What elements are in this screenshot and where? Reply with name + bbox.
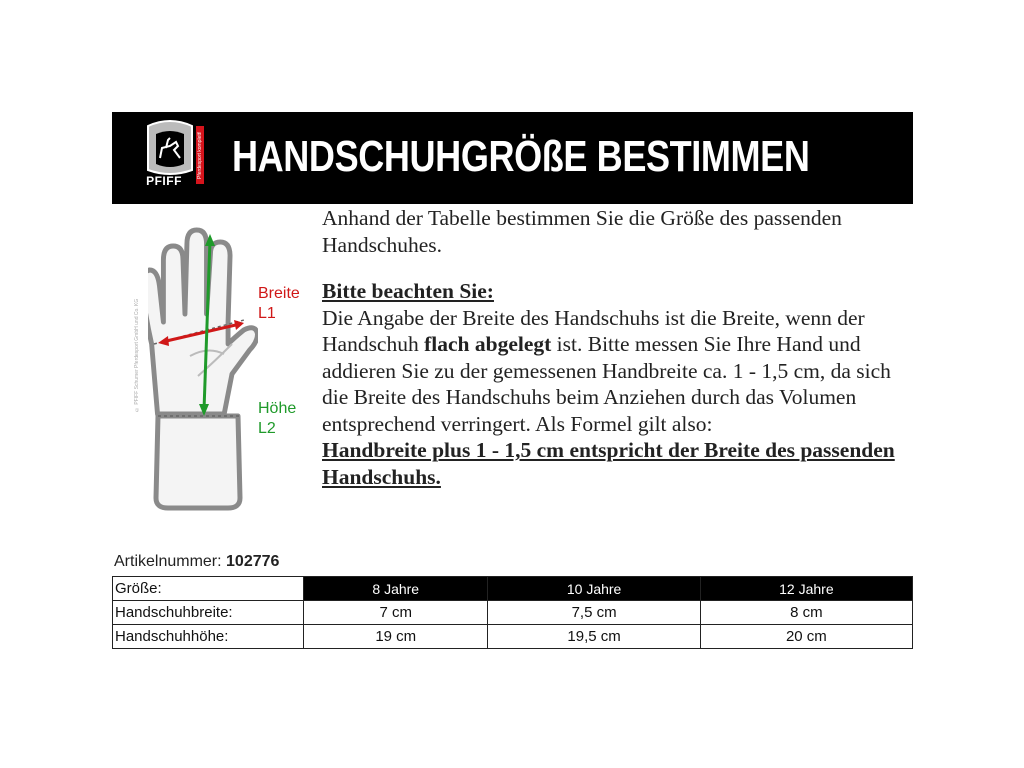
hand-outline: [148, 230, 257, 414]
article-number-label: Artikelnummer:: [114, 553, 222, 570]
table-cell: 19,5 cm: [488, 625, 700, 649]
instructions-text: [322, 205, 912, 490]
table-row: [113, 625, 913, 649]
article-number-value: 102776: [226, 553, 280, 570]
header-cell: 8 Jahre: [304, 577, 488, 601]
note-body-part1: Die Angabe der Breite des Handschuhs ist die Breite, wenn der Handschuh: [322, 305, 865, 356]
header-cell-label: Größe:: [113, 577, 304, 601]
table-row: [113, 601, 913, 625]
glove-cuff: [156, 416, 240, 508]
table-cell: 7,5 cm: [488, 601, 700, 625]
copyright-notice: © PFIFF Schumer Pferdesport GmbH und Co. KG: [134, 298, 140, 412]
l2-text: L2: [258, 420, 276, 437]
hoehe-label: [258, 399, 296, 439]
note-body-bold: flach abgelegt: [424, 332, 552, 356]
table-header-row: [113, 577, 913, 601]
logo-tagline: Pferdesport komplett!: [196, 126, 204, 184]
header-cell: 10 Jahre: [488, 577, 700, 601]
table-cell: 7 cm: [304, 601, 488, 625]
article-number: [114, 553, 279, 571]
formula-text: Handbreite plus 1 - 1,5 cm entspricht der Breite des passenden Handschuhs.: [322, 438, 895, 489]
size-table: [112, 576, 913, 649]
note-body: [322, 305, 912, 438]
hoehe-text: Höhe: [258, 400, 297, 417]
l1-text: L1: [258, 305, 276, 322]
header-banner: [112, 112, 913, 204]
breite-text: Breite: [258, 285, 300, 302]
note-body-part2: ist. Bitte messen Sie Ihre Hand und addieren Sie zu der gemessenen Handbreite ca. 1 - 1,5 cm, da sich die Breite des Handschuhs beim Anziehen durch das Volumen entsprechend verringert. Als Formel gilt also:: [322, 332, 891, 436]
note-heading: Bitte beachten Sie:: [322, 279, 494, 303]
page-title: HANDSCHUHGRÖßE BESTIMMEN: [232, 132, 810, 181]
row-label: Handschuhhöhe:: [113, 625, 304, 649]
hand-illustration: [148, 226, 258, 518]
breite-label: [258, 284, 300, 324]
intro-paragraph: Anhand der Tabelle bestimmen Sie die Größe des passenden Handschuhes.: [322, 206, 842, 257]
table-cell: 8 cm: [700, 601, 912, 625]
logo-text: PFIFF: [146, 174, 182, 188]
row-label: Handschuhbreite:: [113, 601, 304, 625]
table-cell: 20 cm: [700, 625, 912, 649]
table-cell: 19 cm: [304, 625, 488, 649]
header-cell: 12 Jahre: [700, 577, 912, 601]
